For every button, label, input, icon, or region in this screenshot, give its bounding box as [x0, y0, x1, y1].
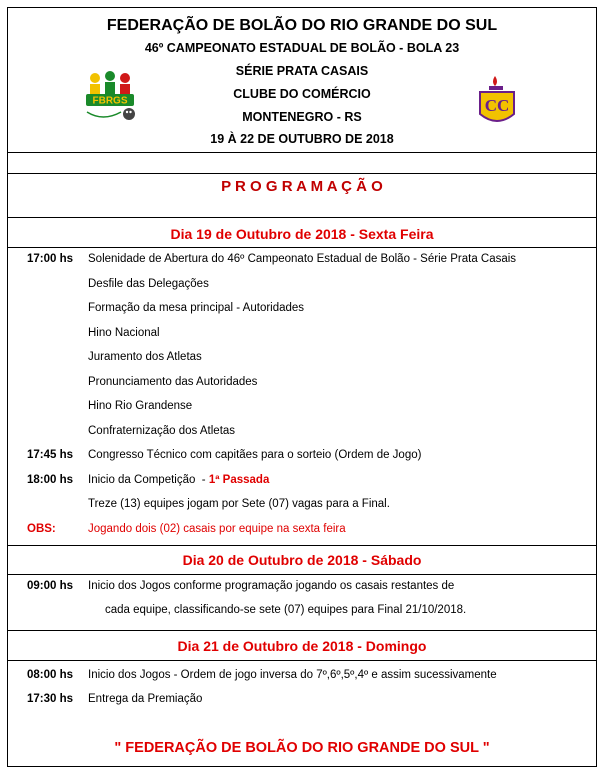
section-title: P R O G R A M A Ç Ã O [221, 178, 383, 195]
fbrgs-logo [81, 70, 139, 126]
obs-label: OBS: [27, 523, 56, 535]
day-1-item-7: Hino Rio Grandense [88, 400, 193, 412]
day-1-item-6: Pronunciamento das Autoridades [88, 376, 258, 388]
day-3-time-1: 08:00 hs [27, 669, 74, 681]
day-1-item-10-text: Inicio da Competição - [88, 474, 209, 486]
series-title: SÉRIE PRATA CASAIS [235, 64, 369, 78]
day-2-time-1: 09:00 hs [27, 580, 74, 592]
day-1-item-5: Juramento dos Atletas [88, 351, 202, 363]
day-2-item-2: cada equipe, classificando-se sete (07) equipes para Final 21/10/2018. [105, 604, 467, 616]
club-name: CLUBE DO COMÉRCIO [233, 87, 371, 101]
day-1-item-10 [88, 474, 269, 486]
day-3-item-2: Entrega da Premiação [88, 693, 203, 705]
day-1-item-11: Treze (13) equipes jogam por Sete (07) vagas para a Final. [88, 498, 390, 510]
day-3-title: Dia 21 de Outubro de 2018 - Domingo [177, 638, 427, 654]
day-2-title: Dia 20 de Outubro de 2018 - Sábado [182, 552, 422, 568]
document-frame [7, 7, 597, 767]
obs-text: Jogando dois (02) casais por equipe na sexta feira [88, 523, 346, 535]
first-round-label: 1ª Passada [208, 474, 270, 486]
event-dates: 19 À 22 DE OUTUBRO DE 2018 [210, 132, 394, 146]
day-1-item-4: Hino Nacional [88, 327, 160, 339]
day-3-item-1: Inicio dos Jogos - Ordem de jogo inversa do 7º,6º,5º,4º e assim sucessivamente [88, 669, 497, 681]
day-2-item-1: Inicio dos Jogos conforme programação jogando os casais restantes de [88, 580, 455, 592]
day-1-title: Dia 19 de Outubro de 2018 - Sexta Feira [170, 226, 434, 242]
day-1-item-3: Formação da mesa principal - Autoridades [88, 302, 305, 314]
federation-title: FEDERAÇÃO DE BOLÃO DO RIO GRANDE DO SUL [106, 17, 498, 34]
day-1-item-8: Confraternização dos Atletas [88, 425, 236, 437]
city-name: MONTENEGRO - RS [242, 110, 362, 124]
day-1-time-10: 18:00 hs [27, 474, 74, 486]
championship-title: 46º CAMPEONATO ESTADUAL DE BOLÃO - BOLA 23 [144, 41, 460, 55]
day-1-time-9: 17:45 hs [27, 449, 74, 461]
day-1-item-9: Congresso Técnico com capitães para o sorteio (Ordem de Jogo) [88, 449, 422, 461]
clube-comercio-logo [477, 74, 517, 128]
footer-text: " FEDERAÇÃO DE BOLÃO DO RIO GRANDE DO SUL " [114, 740, 490, 756]
clube-comercio-logo-text: CC [484, 96, 510, 115]
fbrgs-logo-text: FBRGS [92, 95, 128, 107]
day-1-time-1: 17:00 hs [27, 253, 74, 265]
day-1-item-1: Solenidade de Abertura do 46º Campeonato Estadual de Bolão - Série Prata Casais [88, 253, 517, 265]
day-1-item-2: Desfile das Delegações [88, 278, 209, 290]
day-3-time-2: 17:30 hs [27, 693, 74, 705]
